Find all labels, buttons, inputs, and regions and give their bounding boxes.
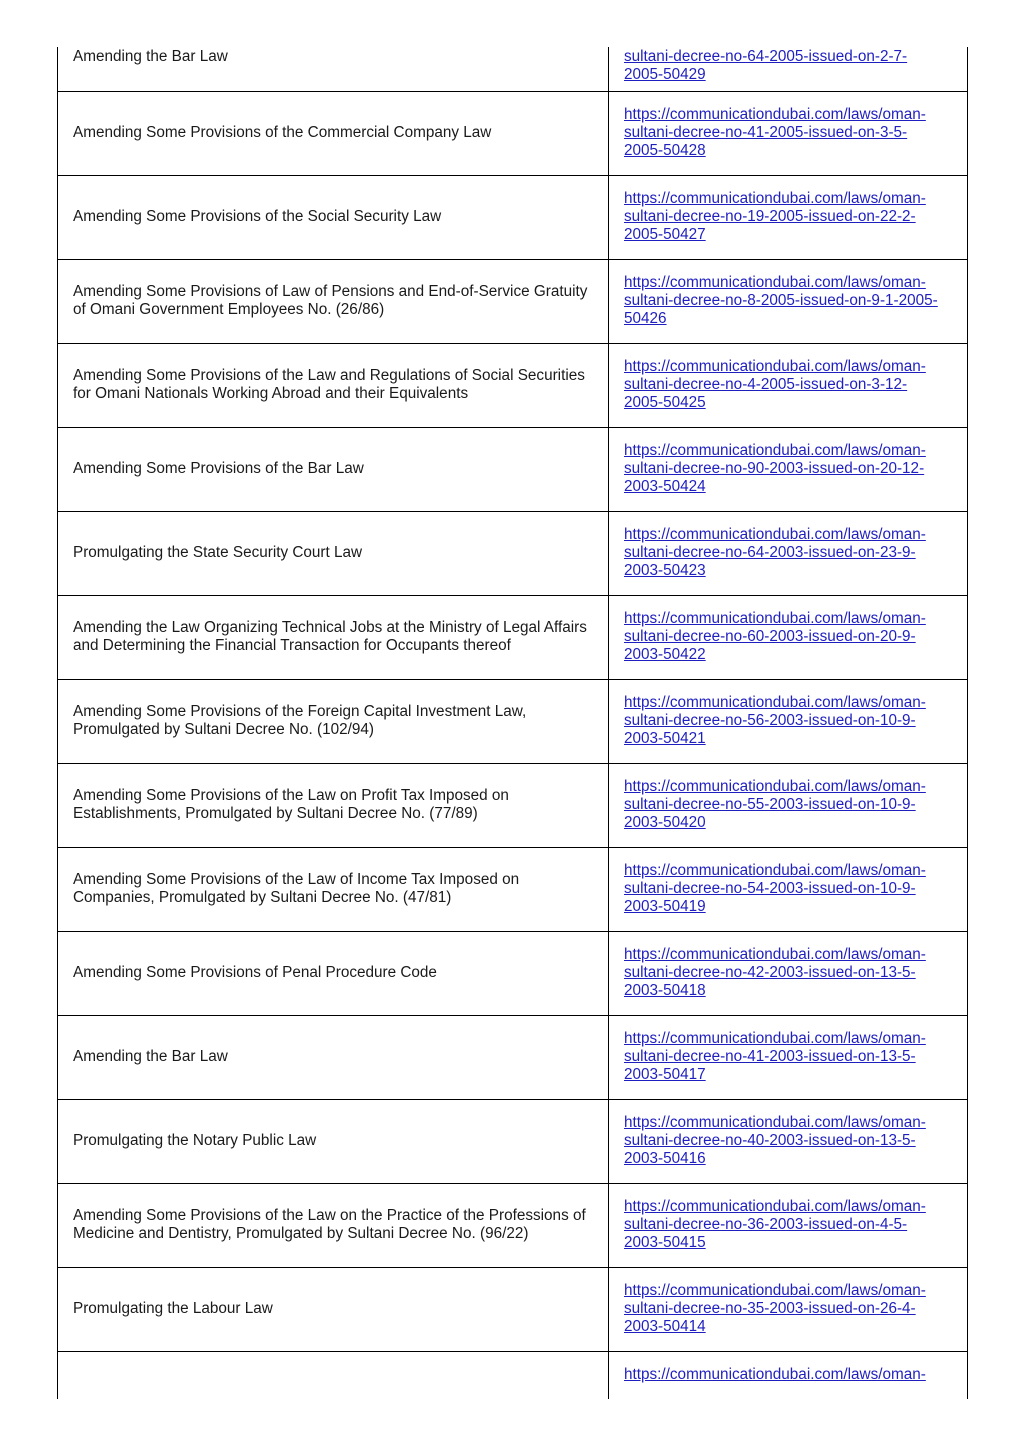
law-title: Amending Some Provisions of the Social Security Law [73, 208, 442, 225]
law-title-cell [58, 1015, 609, 1099]
table-row [58, 763, 968, 847]
law-link-cell [609, 343, 968, 427]
law-link-cell [609, 91, 968, 175]
law-title-cell [58, 847, 609, 931]
law-url-link[interactable]: https://communicationdubai.com/laws/oman- [624, 442, 926, 459]
law-title-cell [58, 1099, 609, 1183]
law-title: Amending the Bar Law [73, 48, 228, 65]
table-row [58, 1351, 968, 1399]
law-url-link[interactable]: 2003-50414 [624, 1318, 706, 1335]
law-title: Promulgating the Labour Law [73, 1300, 273, 1317]
law-title: Promulgating the Notary Public Law [73, 1132, 317, 1149]
law-url-link[interactable]: 2003-50422 [624, 646, 706, 663]
law-link-cell [609, 175, 968, 259]
law-url-link[interactable]: https://communicationdubai.com/laws/oman- [624, 1365, 926, 1383]
table-row [58, 1015, 968, 1099]
table-row [58, 47, 968, 91]
law-url-link[interactable]: sultani-decree-no-64-2005-issued-on-2-7- [624, 48, 908, 65]
law-url-link[interactable]: sultani-decree-no-35-2003-issued-on-26-4- [624, 1300, 916, 1317]
law-url-link[interactable]: https://communicationdubai.com/laws/oman- [624, 610, 926, 627]
law-link-cell [609, 511, 968, 595]
law-title-cell [58, 511, 609, 595]
law-link-cell [609, 679, 968, 763]
law-title-cell [58, 427, 609, 511]
law-title-cell [58, 175, 609, 259]
law-title: Amending Some Provisions of the Law and Regulations of Social Securities for Omani Nationals Working Abroad and their Equivalents [73, 367, 585, 402]
law-title: Amending Some Provisions of Law of Pensions and End-of-Service Gratuity of Omani Government Employees No. (26/86) [73, 283, 588, 318]
law-title: Amending the Bar Law [73, 1048, 228, 1065]
law-url-link[interactable]: 2003-50424 [624, 478, 706, 495]
law-title-cell [58, 1267, 609, 1351]
law-url-link[interactable]: 50426 [624, 310, 667, 327]
law-link-cell [609, 427, 968, 511]
table-row [58, 175, 968, 259]
law-url-link[interactable]: 2003-50415 [624, 1234, 706, 1251]
law-url-link[interactable]: 2003-50421 [624, 730, 706, 747]
law-url-link[interactable]: 2003-50416 [624, 1150, 706, 1167]
law-title-cell [58, 91, 609, 175]
law-url-link[interactable]: sultani-decree-no-40-2003-issued-on-13-5- [624, 1132, 916, 1149]
law-url-link[interactable]: 2003-50423 [624, 562, 706, 579]
law-url-link[interactable]: https://communicationdubai.com/laws/oman- [624, 526, 926, 543]
table-row [58, 931, 968, 1015]
law-link-cell [609, 1099, 968, 1183]
law-link-cell [609, 47, 968, 91]
table-row [58, 427, 968, 511]
law-title-cell [58, 47, 609, 91]
law-title: Promulgating the State Security Court Law [73, 544, 363, 561]
law-url-link[interactable]: https://communicationdubai.com/laws/oman- [624, 862, 926, 879]
law-url-link[interactable]: sultani-decree-no-36-2003-issued-on-4-5- [624, 1216, 908, 1233]
law-url-link[interactable]: sultani-decree-no-4-2005-issued-on-3-12- [624, 376, 908, 393]
law-link-cell [609, 259, 968, 343]
law-url-link[interactable]: https://communicationdubai.com/laws/oman- [624, 694, 926, 711]
law-url-link[interactable]: sultani-decree-no-41-2003-issued-on-13-5- [624, 1048, 916, 1065]
law-url-link[interactable]: https://communicationdubai.com/laws/oman- [624, 1198, 926, 1215]
table-row [58, 259, 968, 343]
table-row [58, 511, 968, 595]
law-url-link[interactable]: https://communicationdubai.com/laws/oman- [624, 358, 926, 375]
law-title-cell [58, 763, 609, 847]
law-url-link[interactable]: https://communicationdubai.com/laws/oman- [624, 1030, 926, 1047]
table-row [58, 847, 968, 931]
law-url-link[interactable]: sultani-decree-no-8-2005-issued-on-9-1-2005- [624, 292, 938, 309]
law-link-cell [609, 595, 968, 679]
law-link-cell [609, 763, 968, 847]
law-url-link[interactable]: 2003-50420 [624, 814, 706, 831]
law-url-link[interactable]: https://communicationdubai.com/laws/oman- [624, 106, 926, 123]
table-row [58, 679, 968, 763]
law-title-cell [58, 1351, 609, 1399]
laws-table [57, 47, 968, 1399]
law-url-link[interactable]: https://communicationdubai.com/laws/oman- [624, 778, 926, 795]
law-title: Amending Some Provisions of the Foreign Capital Investment Law, Promulgated by Sultani Decree No. (102/94) [73, 703, 527, 738]
law-url-link[interactable]: 2003-50418 [624, 982, 706, 999]
law-url-link[interactable]: sultani-decree-no-41-2005-issued-on-3-5- [624, 124, 908, 141]
law-link-cell [609, 931, 968, 1015]
table-row [58, 343, 968, 427]
law-url-link[interactable]: sultani-decree-no-55-2003-issued-on-10-9- [624, 796, 916, 813]
law-url-link[interactable]: 2003-50417 [624, 1066, 706, 1083]
table-row [58, 91, 968, 175]
law-title-cell [58, 1183, 609, 1267]
law-title: Amending Some Provisions of the Law on the Practice of the Professions of Medicine and Dentistry, Promulgated by Sultani Decree No. (96/22) [73, 1207, 586, 1242]
laws-table-body [58, 47, 968, 1399]
table-row [58, 1099, 968, 1183]
law-url-link[interactable]: https://communicationdubai.com/laws/oman- [624, 190, 926, 207]
law-link-cell [609, 1267, 968, 1351]
law-url-link[interactable]: https://communicationdubai.com/laws/oman- [624, 1114, 926, 1131]
law-url-link[interactable]: sultani-decree-no-60-2003-issued-on-20-9- [624, 628, 916, 645]
law-url-link[interactable]: sultani-decree-no-54-2003-issued-on-10-9- [624, 880, 916, 897]
table-row [58, 1183, 968, 1267]
table-row [58, 595, 968, 679]
law-title-cell [58, 931, 609, 1015]
law-title-cell [58, 259, 609, 343]
law-title-cell [58, 343, 609, 427]
law-url-link[interactable]: https://communicationdubai.com/laws/oman- [624, 274, 926, 291]
law-url-link[interactable]: 2005-50428 [624, 142, 706, 159]
table-row [58, 1267, 968, 1351]
law-title: Amending Some Provisions of the Law of Income Tax Imposed on Companies, Promulgated by Sultani Decree No. (47/81) [73, 871, 520, 906]
law-link-cell [609, 1183, 968, 1267]
law-link-cell [609, 1351, 968, 1399]
law-url-link[interactable]: sultani-decree-no-42-2003-issued-on-13-5- [624, 964, 916, 981]
law-title: Amending Some Provisions of the Law on Profit Tax Imposed on Establishments, Promulgated by Sultani Decree No. (77/89) [73, 787, 509, 822]
law-url-link[interactable]: 2003-50419 [624, 898, 706, 915]
law-url-link[interactable]: 2005-50425 [624, 394, 706, 411]
law-url-link[interactable]: https://communicationdubai.com/laws/oman- [624, 946, 926, 963]
law-title-cell [58, 679, 609, 763]
law-link-cell [609, 847, 968, 931]
law-link-cell [609, 1015, 968, 1099]
law-title-cell [58, 595, 609, 679]
law-title: Amending Some Provisions of the Commercial Company Law [73, 124, 492, 141]
law-url-link[interactable]: 2005-50429 [624, 66, 706, 83]
law-url-link[interactable]: sultani-decree-no-64-2003-issued-on-23-9- [624, 544, 916, 561]
law-title: Amending Some Provisions of the Bar Law [73, 460, 364, 477]
law-url-link[interactable]: https://communicationdubai.com/laws/oman- [624, 1282, 926, 1299]
law-url-link[interactable]: sultani-decree-no-56-2003-issued-on-10-9- [624, 712, 916, 729]
law-url-link[interactable]: sultani-decree-no-90-2003-issued-on-20-12- [624, 460, 925, 477]
law-title: Amending Some Provisions of Penal Procedure Code [73, 964, 437, 981]
law-title: Amending the Law Organizing Technical Jobs at the Ministry of Legal Affairs and Determining the Financial Transaction for Occupants thereof [73, 619, 587, 654]
law-url-link[interactable]: 2005-50427 [624, 226, 706, 243]
law-url-link[interactable]: sultani-decree-no-19-2005-issued-on-22-2- [624, 208, 916, 225]
